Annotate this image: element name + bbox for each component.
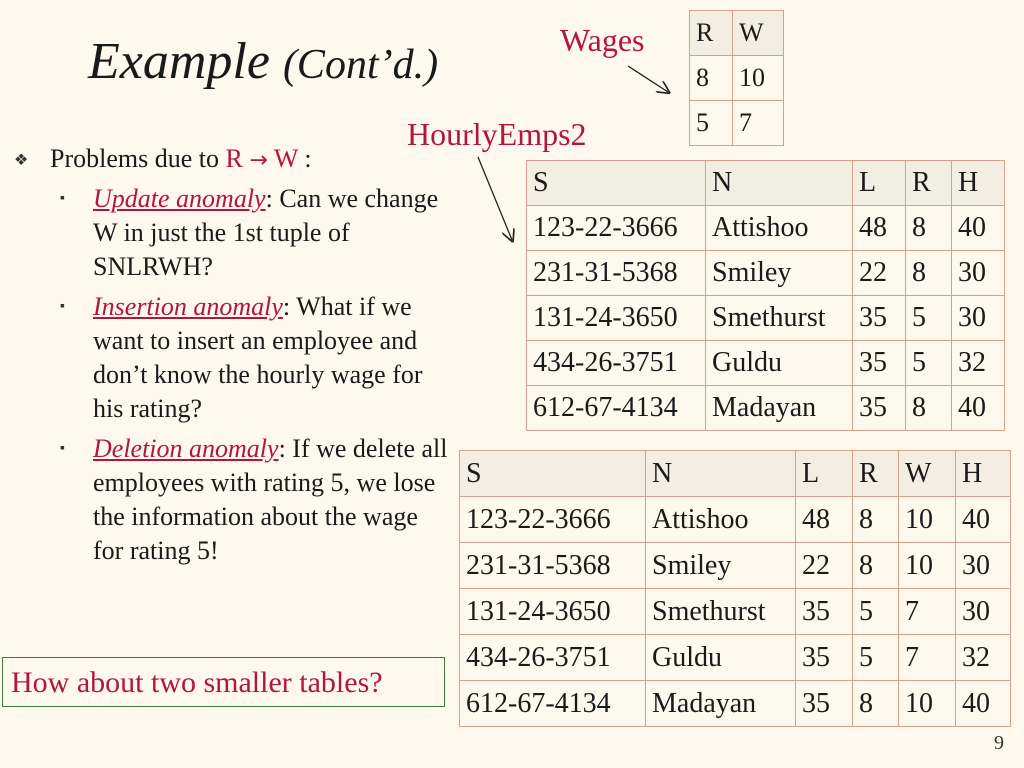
header-cell: L [796,451,853,497]
square-bullet-icon: ▪ [60,441,65,456]
table-cell: 32 [956,635,1011,681]
table-row [690,56,784,101]
table-cell: 612-67-4134 [460,681,646,727]
table-cell: 123-22-3666 [460,497,646,543]
table-cell: 35 [853,386,906,431]
anomaly-text: : If we delete all employees with rating 5, we lose the information about the wage for rating 5! [93,434,448,565]
table-row [460,589,1011,635]
header-cell: S [527,161,706,206]
table-cell: 35 [853,296,906,341]
table-cell: 32 [952,341,1005,386]
table-cell: 8 [690,56,733,101]
table-row [690,101,784,146]
table-cell: 35 [796,681,853,727]
main-bullet-prefix: Problems due to [50,144,219,173]
anomaly-term: Insertion anomaly [93,292,283,321]
title-main: Example [88,33,270,90]
table-row [527,206,1005,251]
table-cell: Madayan [706,386,853,431]
table-cell: 8 [853,543,899,589]
table-cell: Madayan [646,681,796,727]
table-cell: 30 [952,296,1005,341]
table-cell: 231-31-5368 [527,251,706,296]
table-cell: 5 [690,101,733,146]
table-cell: 10 [899,681,956,727]
table-cell: Guldu [646,635,796,681]
wages-arrow [628,66,668,92]
table-cell: 7 [899,635,956,681]
square-bullet-icon: ▪ [60,299,65,314]
table-cell: 40 [952,206,1005,251]
table-cell: 10 [899,543,956,589]
square-bullet-icon: ▪ [60,191,65,206]
header-cell: S [460,451,646,497]
table-cell: Smiley [646,543,796,589]
anomaly-text: : Can we change W in just the 1st tuple of SNLRWH? [93,184,439,281]
wages-table [689,10,784,146]
table-cell: 8 [853,681,899,727]
table-header-row [527,161,1005,206]
table-cell: 48 [853,206,906,251]
table-cell: 5 [906,296,952,341]
table-cell: 434-26-3751 [527,341,706,386]
table-cell: Attishoo [706,206,853,251]
table-cell: 8 [906,251,952,296]
table-cell: 5 [906,341,952,386]
header-cell: W [899,451,956,497]
table-cell: 30 [956,589,1011,635]
table-cell: 35 [796,635,853,681]
title-sub: (Cont’d.) [282,42,439,88]
header-cell: N [706,161,853,206]
table-cell: Smiley [706,251,853,296]
table-cell: 35 [853,341,906,386]
table-cell: 131-24-3650 [527,296,706,341]
table-cell: 40 [952,386,1005,431]
header-cell: L [853,161,906,206]
diamond-bullet-icon: ❖ [14,152,29,169]
table-cell: 30 [956,543,1011,589]
table-cell: 231-31-5368 [460,543,646,589]
table-cell: 5 [853,635,899,681]
table-cell: 7 [899,589,956,635]
anomaly-term: Deletion anomaly [93,434,279,463]
anomaly-text: : What if we want to insert an employee and don’t know the hourly wage for his rating? [93,292,423,423]
hourly-emps2-label: HourlyEmps2 [407,116,587,152]
question-box: How about two smaller tables? [2,657,445,707]
sub-bullet-update [8,182,448,284]
table-row [460,681,1011,727]
snlrwh-table [459,450,1011,727]
table-cell: 10 [899,497,956,543]
table-cell: Attishoo [646,497,796,543]
main-bullet-r: R [225,144,243,173]
hourly-emps2-table [526,160,1005,431]
header-cell: R [853,451,899,497]
table-cell: 22 [796,543,853,589]
table-header-row [690,11,784,56]
bullet-list [8,142,448,574]
table-cell: 612-67-4134 [527,386,706,431]
page-number: 9 [994,732,1004,754]
table-cell: 8 [853,497,899,543]
table-cell: 35 [796,589,853,635]
table-cell: 8 [906,206,952,251]
hourly-arrow [478,157,512,240]
header-cell: N [646,451,796,497]
anomaly-term: Update anomaly [93,184,266,213]
wages-label: Wages [560,22,645,58]
table-cell: 131-24-3650 [460,589,646,635]
main-bullet [8,142,448,178]
main-bullet-suffix: : [304,144,312,173]
table-header-row [460,451,1011,497]
header-cell: W [733,11,784,56]
table-row [527,386,1005,431]
main-bullet-w: W [273,144,298,173]
sub-bullet-deletion [8,432,448,568]
table-row [460,635,1011,681]
table-row [460,497,1011,543]
table-cell: Smethurst [706,296,853,341]
table-cell: 48 [796,497,853,543]
table-cell: 22 [853,251,906,296]
right-arrow-icon: → [249,148,268,173]
table-cell: 434-26-3751 [460,635,646,681]
table-cell: 5 [853,589,899,635]
header-cell: H [952,161,1005,206]
header-cell: H [956,451,1011,497]
table-row [527,251,1005,296]
header-cell: R [906,161,952,206]
table-row [460,543,1011,589]
table-row [527,296,1005,341]
sub-bullet-insertion [8,290,448,426]
table-cell: 40 [956,681,1011,727]
slide-title [88,33,439,90]
table-cell: 30 [952,251,1005,296]
table-cell: 8 [906,386,952,431]
table-row [527,341,1005,386]
table-cell: Smethurst [646,589,796,635]
table-cell: 40 [956,497,1011,543]
header-cell: R [690,11,733,56]
table-cell: Guldu [706,341,853,386]
table-cell: 7 [733,101,784,146]
table-cell: 123-22-3666 [527,206,706,251]
table-cell: 10 [733,56,784,101]
